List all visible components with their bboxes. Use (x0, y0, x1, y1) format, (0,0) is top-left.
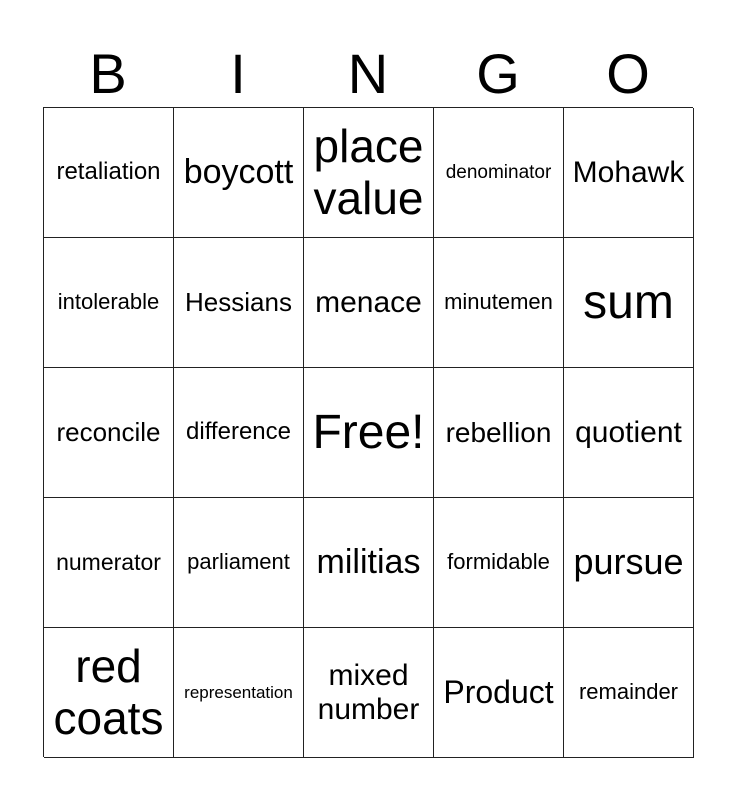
free-space-cell[interactable] (304, 368, 434, 498)
cell-text: Mohawk (572, 155, 685, 189)
cell-text: formidable (447, 549, 550, 575)
bingo-cell[interactable] (304, 498, 434, 628)
bingo-cell[interactable] (304, 238, 434, 368)
header-letter-b: B (89, 42, 127, 105)
cell-text: boycott (183, 153, 294, 192)
bingo-cell[interactable] (434, 498, 564, 628)
bingo-cell[interactable] (564, 368, 694, 498)
cell-text: reconcile (56, 416, 161, 447)
bingo-cell[interactable] (44, 238, 174, 368)
cell-text: denominator (445, 161, 552, 183)
bingo-header (43, 40, 693, 108)
bingo-cell[interactable] (434, 108, 564, 238)
cell-text: minutemen (444, 289, 553, 315)
bingo-cell[interactable] (304, 628, 434, 758)
header-letter-o: O (606, 42, 650, 105)
cell-text: difference (186, 418, 291, 446)
cell-text: remainder (578, 679, 679, 705)
cell-text: place value (313, 119, 424, 224)
bingo-cell[interactable] (564, 498, 694, 628)
cell-text: militias (316, 543, 421, 582)
cell-text: Free! (312, 405, 425, 459)
cell-text: Hessians (185, 286, 292, 317)
bingo-cell[interactable] (44, 368, 174, 498)
cell-text: parliament (187, 549, 290, 575)
bingo-cell[interactable] (174, 368, 304, 498)
header-letter-n: N (347, 42, 389, 105)
header-letter-i: I (230, 42, 246, 105)
bingo-cell[interactable] (174, 238, 304, 368)
bingo-grid (43, 107, 693, 757)
bingo-cell[interactable] (434, 368, 564, 498)
bingo-cell[interactable] (44, 628, 174, 758)
bingo-cell[interactable] (564, 628, 694, 758)
cell-text: numerator (56, 548, 161, 575)
cell-text: red coats (53, 639, 164, 744)
cell-text: menace (315, 285, 422, 319)
bingo-cell[interactable] (434, 628, 564, 758)
cell-text: representation (184, 682, 293, 702)
bingo-cell[interactable] (44, 108, 174, 238)
bingo-cell[interactable] (564, 108, 694, 238)
cell-text: pursue (573, 541, 684, 583)
header-letter-g: G (476, 42, 520, 105)
cell-text: retaliation (56, 158, 161, 186)
cell-text: sum (583, 275, 674, 329)
bingo-cell[interactable] (434, 238, 564, 368)
bingo-cell[interactable] (564, 238, 694, 368)
cell-text: rebellion (445, 416, 552, 448)
cell-text: mixed number (317, 658, 420, 726)
bingo-cell[interactable] (44, 498, 174, 628)
bingo-cell[interactable] (174, 498, 304, 628)
cell-text: quotient (575, 415, 682, 449)
bingo-cell[interactable] (174, 628, 304, 758)
bingo-cell[interactable] (174, 108, 304, 238)
cell-text: Product (443, 673, 554, 710)
cell-text: intolerable (57, 289, 160, 315)
bingo-cell[interactable] (304, 108, 434, 238)
